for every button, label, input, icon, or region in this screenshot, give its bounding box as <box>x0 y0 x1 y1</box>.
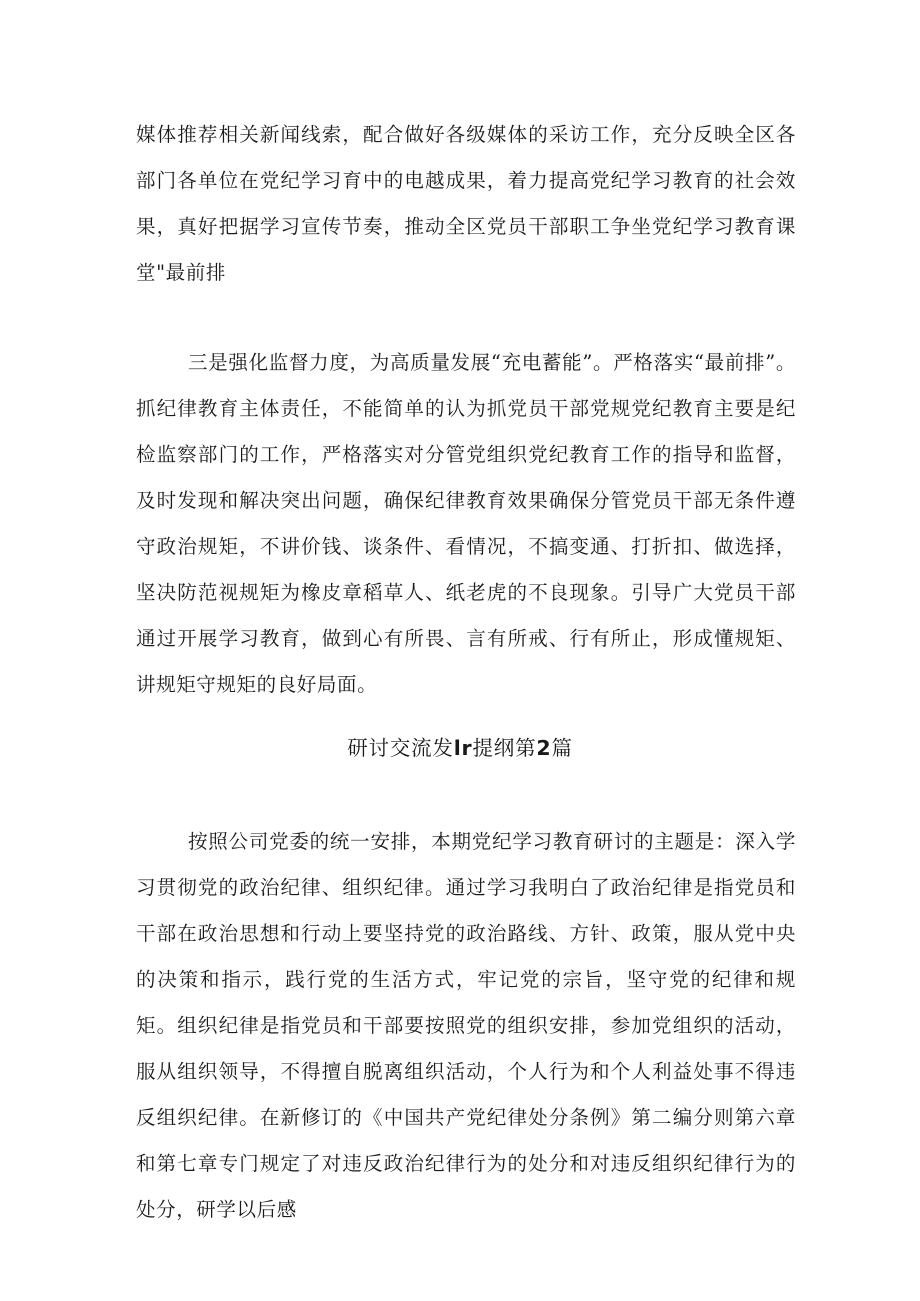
heading-bold-fragment: lr <box>453 736 473 760</box>
section-heading <box>0 728 920 768</box>
heading-number: 2 <box>536 736 552 760</box>
heading-suffix: 篇 <box>551 736 573 760</box>
paragraph-supervision: 三是强化监督力度，为高质量发展“充电蓄能”。严格落实“最前排”。抓纪律教育主体责任，不能简单的认为抓党员干部党规党纪教育主要是纪检监察部门的工作，严格落实对分管党组织党纪教育工作的指导和监督，及时发现和解决突出问题，确保纪律教育效果确保分管党员干部无条件遵守政治规矩，不讲价钱、谈条件、看情况，不搞变通、打折扣、做选择，坚决防范视规矩为橡皮章稻草人、纸老虎的不良现象。引导广大党员干部通过开展学习教育，做到心有所畏、言有所戒、行有所止，形成懂规矩、讲规矩守规矩的良好局面。 <box>136 351 796 696</box>
heading-middle: 提纲第 <box>472 736 537 760</box>
heading-prefix: 研讨交流发 <box>347 736 454 760</box>
paragraph-discussion-topic: 按照公司党委的统一安排，本期党纪学习教育研讨的主题是：深入学习贯彻党的政治纪律、组织纪律。通过学习我明白了政治纪律是指党员和干部在政治思想和行动上要坚持党的政治路线、方针、政策，服从党中央的决策和指示，践行党的生活方式，牢记党的宗旨，坚守党的纪律和规矩。组织纪律是指党员和干部要按照党的组织安排，参加党组织的活动，服从组织领导，不得擅自脱离组织活动，个人行为和个人利益处事不得违反组织纪律。在新修订的《中国共产党纪律处分条例》第二编分则第六章和第七章专门规定了对违反政治纪律行为的处分和对违反组织纪律行为的处分，研学以后感 <box>136 830 796 1221</box>
paragraph-media-promotion: 媒体推荐相关新闻线索，配合做好各级媒体的采访工作，充分反映全区各部门各单位在党纪学习育中的电越成果，着力提高党纪学习教育的社会效果，真好把据学习宣传节奏，推动全区党员干部职工争坐党纪学习教育课堂"最前排 <box>136 123 796 284</box>
